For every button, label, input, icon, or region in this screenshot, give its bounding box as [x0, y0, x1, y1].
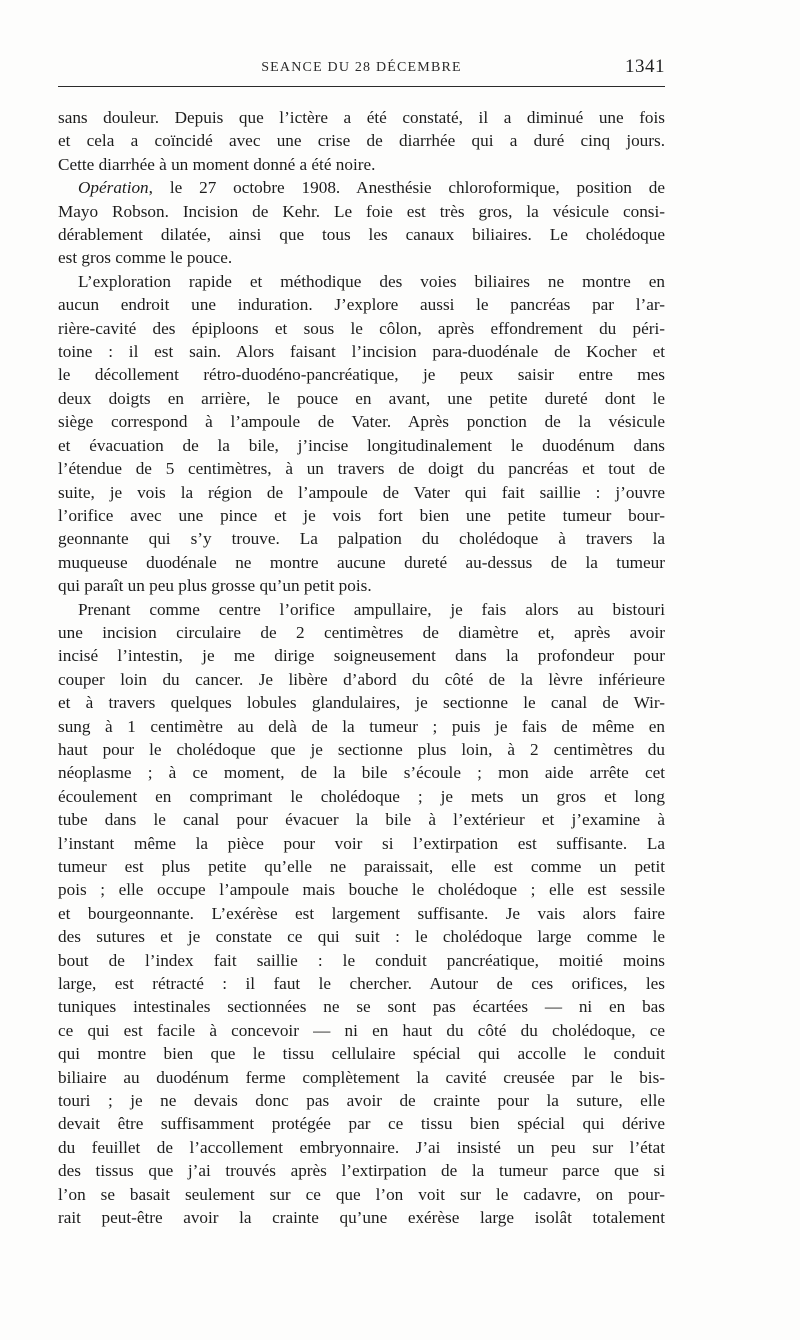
line-text: suite, je vois la région de l’ampoule de Vater qui fait saillie : j’ouvre [58, 482, 665, 502]
text-line [58, 387, 665, 410]
text-line [58, 457, 665, 480]
line-text: et cela a coïncidé avec une crise de diarrhée qui a duré cinq jours. [58, 131, 665, 151]
text-line [58, 949, 665, 972]
line-text: du feuillet de l’accollement embryonnaire. J’ai insisté un peu sur l’état [58, 1137, 665, 1157]
text-line [58, 715, 665, 738]
text-line [58, 317, 665, 340]
text-line [58, 995, 665, 1018]
line-text: sung à 1 centimètre au delà de la tumeur ; puis je fais de même en [58, 716, 665, 736]
italic-lead: Opération [78, 178, 149, 198]
text-line [58, 832, 665, 855]
text-line [58, 878, 665, 901]
text-line [58, 363, 665, 386]
line-text: tuniques intestinales sectionnées ne se sont pas écartées — ni en bas [58, 997, 665, 1017]
text-line [58, 738, 665, 761]
text-line [58, 176, 665, 199]
text-line [58, 129, 665, 152]
text-line [58, 153, 665, 176]
line-text: large, est rétracté : il faut le chercher. Autour de ces orifices, les [58, 974, 665, 994]
line-text: et évacuation de la bile, j’incise longitudinalement le duodénum dans [58, 435, 665, 455]
line-text: biliaire au duodénum ferme complètement la cavité creusée par le bis- [58, 1067, 665, 1087]
line-text: une incision circulaire de 2 centimètres de diamètre et, après avoir [58, 622, 665, 642]
text-line [58, 270, 665, 293]
page-header [58, 50, 665, 87]
line-text: Prenant comme centre l’orifice ampullaire, je fais alors au bistouri [78, 599, 665, 619]
line-text: rait peut-être avoir la crainte qu’une exérèse large isolât totalement [58, 1208, 665, 1228]
text-line [58, 972, 665, 995]
text-line [58, 761, 665, 784]
line-text: qui paraît un peu plus grosse qu’un petit pois. [58, 576, 372, 596]
line-text: néoplasme ; à ce moment, de la bile s’écoule ; mon aide arrête cet [58, 763, 665, 783]
line-text: des sutures et je constate ce qui suit : le cholédoque large comme le [58, 927, 665, 947]
line-text: dérablement dilatée, ainsi que tous les canaux biliaires. Le cholédoque [58, 225, 665, 245]
line-text: muqueuse duodénale ne montre aucune dureté au-dessus de la tumeur [58, 552, 665, 572]
line-text: devait être suffisamment protégée par ce tissu bien spécial qui dérive [58, 1114, 665, 1134]
text-line [58, 410, 665, 433]
page-number: 1341 [625, 56, 665, 77]
text-line [58, 925, 665, 948]
line-text: écoulement en comprimant le cholédoque ; je mets un gros et long [58, 786, 665, 806]
line-text: deux doigts en arrière, le pouce en avant, une petite dureté dont le [58, 388, 665, 408]
text-line [58, 691, 665, 714]
line-text: des tissus que j’ai trouvés après l’extirpation de la tumeur parce que si [58, 1161, 665, 1181]
line-text: ce qui est facile à concevoir — ni en haut du côté du cholédoque, ce [58, 1020, 665, 1040]
line-text: et à travers quelques lobules glandulaires, je sectionne le canal de Wir- [58, 693, 665, 713]
line-text: touri ; je ne devais donc pas avoir de crainte pour la suture, elle [58, 1091, 665, 1111]
text-line [58, 1112, 665, 1135]
line-text: le décollement rétro-duodéno-pancréatique, je peux saisir entre mes [58, 365, 665, 385]
text-line [58, 504, 665, 527]
line-text: l’étendue de 5 centimètres, à un travers de doigt du pancréas et tout de [58, 459, 665, 479]
body-text [58, 106, 665, 1230]
text-line [58, 1159, 665, 1182]
line-text: rière-cavité des épiploons et sous le côlon, après effondrement du péri- [58, 318, 665, 338]
line-text: geonnante qui s’y trouve. La palpation du cholédoque à travers la [58, 529, 665, 549]
line-text: l’on se basait seulement sur ce que l’on voit sur le cadavre, on pour- [58, 1184, 665, 1204]
text-line [58, 808, 665, 831]
text-line [58, 200, 665, 223]
line-text: tumeur est plus petite qu’elle ne paraissait, elle est comme un petit [58, 857, 665, 876]
text-line [58, 223, 665, 246]
text-line [58, 1042, 665, 1065]
text-line [58, 106, 665, 129]
text-line [58, 434, 665, 457]
text-line [58, 668, 665, 691]
text-line [58, 1136, 665, 1159]
line-text: bout de l’index fait saillie : le conduit pancréatique, moitié moins [58, 950, 665, 970]
line-text: couper loin du cancer. Je libère d’abord du côté de la lèvre inférieure [58, 669, 665, 689]
line-text: L’exploration rapide et méthodique des voies biliaires ne montre en [78, 271, 665, 291]
text-line [58, 481, 665, 504]
text-line [58, 246, 665, 269]
line-text: est gros comme le pouce. [58, 248, 233, 268]
text-line [58, 574, 665, 597]
text-line [58, 1089, 665, 1112]
text-line [58, 1183, 665, 1206]
text-line [58, 785, 665, 808]
line-text: l’instant même la pièce pour voir si l’extirpation est suffisante. La [58, 833, 665, 853]
text-line [58, 1066, 665, 1089]
line-text: Mayo Robson. Incision de Kehr. Le foie est très gros, la vésicule consi- [58, 201, 665, 221]
text-line [58, 621, 665, 644]
line-text: qui montre bien que le tissu cellulaire spécial qui accolle le conduit [58, 1044, 665, 1064]
running-title: SEANCE DU 28 DÉCEMBRE [261, 60, 462, 75]
text-line [58, 1206, 665, 1229]
text-line [58, 293, 665, 316]
line-text: Cette diarrhée à un moment donné a été noire. [58, 154, 376, 174]
text-line [58, 340, 665, 363]
text-line [58, 1019, 665, 1042]
text-line [58, 527, 665, 550]
text-line [58, 855, 665, 878]
line-text: aucun endroit une induration. J’explore aussi le pancréas par l’ar- [58, 295, 665, 315]
text-line [58, 551, 665, 574]
line-text: haut pour le cholédoque que je sectionne plus loin, à 2 centimètres du [58, 739, 665, 759]
line-text: incisé l’intestin, je me dirige soigneusement dans la profondeur pour [58, 646, 665, 666]
text-line [58, 644, 665, 667]
text-line [58, 902, 665, 925]
text-line [58, 598, 665, 621]
line-text: tube dans le canal pour évacuer la bile à l’extérieur et j’examine à [58, 810, 665, 830]
line-text: siège correspond à l’ampoule de Vater. Après ponction de la vésicule [58, 412, 665, 432]
line-text: l’orifice avec une pince et je vois fort bien une petite tumeur bour- [58, 505, 665, 525]
line-text: toine : il est sain. Alors faisant l’incision para-duodénale de Kocher et [58, 342, 665, 362]
line-text: sans douleur. Depuis que l’ictère a été constaté, il a diminué une fois [58, 108, 665, 127]
line-text: , le 27 octobre 1908. Anesthésie chloroformique, position de [148, 178, 665, 198]
line-text: pois ; elle occupe l’ampoule mais bouche le cholédoque ; elle est sessile [58, 880, 665, 900]
line-text: et bourgeonnante. L’exérèse est largement suffisante. Je vais alors faire [58, 903, 665, 923]
